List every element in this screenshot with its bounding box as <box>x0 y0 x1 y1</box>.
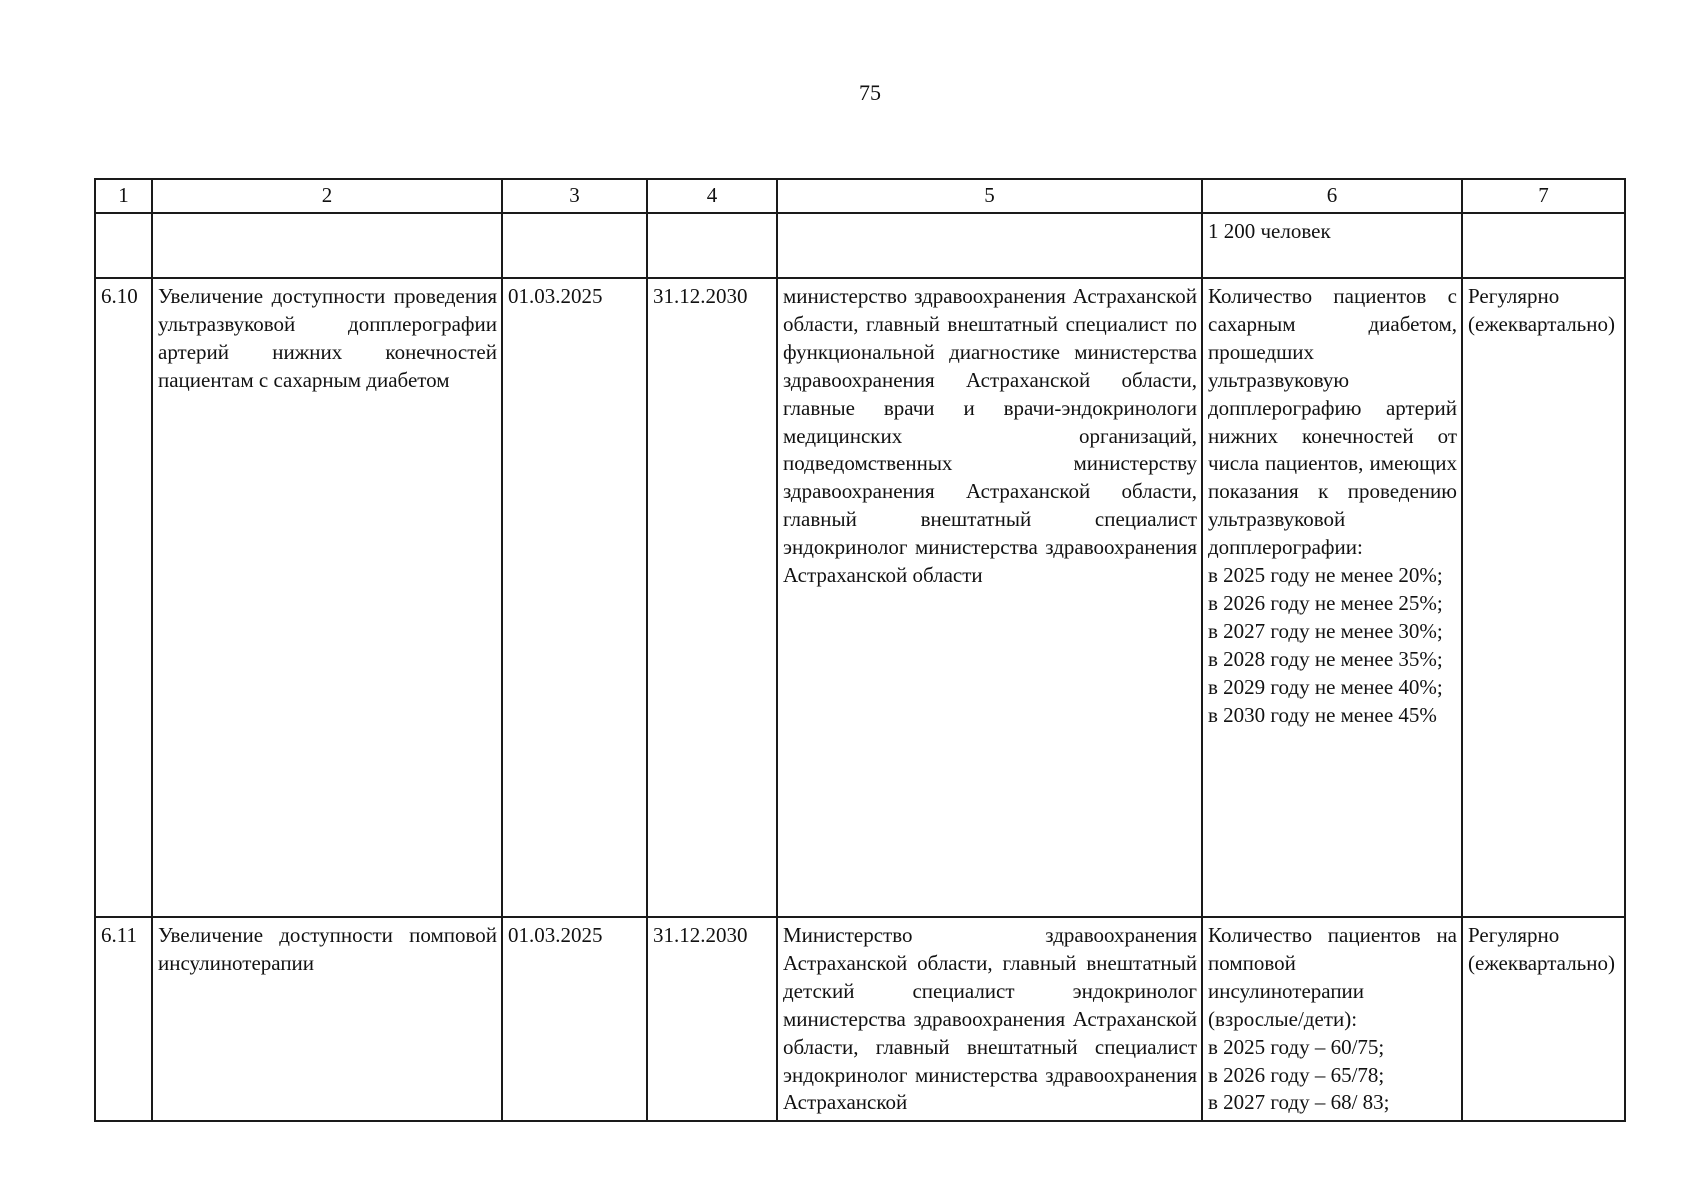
table-row-6-11 <box>95 917 1625 1121</box>
cont-cell-3 <box>502 213 647 278</box>
indicator-cell <box>1202 278 1462 917</box>
cont-cell-1 <box>95 213 152 278</box>
measures-table <box>94 178 1626 1122</box>
indicator-item: в 2025 году не менее 20%; <box>1208 563 1443 588</box>
indicator-item: в 2029 году не менее 40%; <box>1208 674 1443 699</box>
end-date: 31.12.2030 <box>647 917 777 1121</box>
row-number: 6.10 <box>95 278 152 917</box>
header-col-6: 6 <box>1202 179 1462 213</box>
header-col-4: 4 <box>647 179 777 213</box>
indicator-item: в 2026 году не менее 25%; <box>1208 591 1443 616</box>
indicator-intro: Количество пациентов на помповой инсулинотерапии (взрослые/дети): <box>1208 922 1457 1031</box>
header-col-2: 2 <box>152 179 502 213</box>
indicator-item: в 2028 году не менее 35%; <box>1208 646 1443 671</box>
header-col-7: 7 <box>1462 179 1625 213</box>
responsible-cell: министерство здравоохранения Астраханской области, главный внештатный специалист по функциональной диагностике министерства здравоохранения Астраханской области, главные врачи и врачи-эндокринологи медицинских организаций, подведомственных министерству здравоохранения Астраханской области, главный внештатный специалист эндокринолог министерства здравоохранения Астраханской области <box>777 278 1202 917</box>
start-date: 01.03.2025 <box>502 278 647 917</box>
indicator-item: в 2027 году – 68/ 83; <box>1208 1090 1390 1115</box>
cont-cell-5 <box>777 213 1202 278</box>
table-row-6-10 <box>95 278 1625 917</box>
measure-title: Увеличение доступности помповой инсулинотерапии <box>152 917 502 1121</box>
indicator-intro: Количество пациентов с сахарным диабетом, прошедших ультразвуковую допплерографию артерий нижних конечностей от числа пациентов, имеющих показания к проведению ультразвуковой допплерографии: <box>1208 283 1457 560</box>
indicator-item: в 2030 году не менее 45% <box>1208 702 1437 727</box>
cont-cell-4 <box>647 213 777 278</box>
cont-cell-2 <box>152 213 502 278</box>
header-col-5: 5 <box>777 179 1202 213</box>
responsible-cell: Министерство здравоохранения Астраханской области, главный внештатный детский специалист эндокринолог министерства здравоохранения Астраханской области, главный внештатный специалист эндокринолог министерства здравоохранения Астраханской <box>777 917 1202 1121</box>
periodicity: Регулярно (ежеквартально) <box>1462 278 1625 917</box>
header-col-1: 1 <box>95 179 152 213</box>
cont-cell-6: 1 200 человек <box>1202 213 1462 278</box>
indicator-item: в 2026 году – 65/78; <box>1208 1062 1385 1087</box>
header-row <box>95 179 1625 213</box>
continuation-row <box>95 213 1625 278</box>
indicator-item: в 2027 году не менее 30%; <box>1208 618 1443 643</box>
indicator-item: в 2025 году – 60/75; <box>1208 1034 1385 1059</box>
indicator-cell <box>1202 917 1462 1121</box>
start-date: 01.03.2025 <box>502 917 647 1121</box>
page-number: 75 <box>859 80 881 105</box>
cont-cell-7 <box>1462 213 1625 278</box>
row-number: 6.11 <box>95 917 152 1121</box>
measure-title: Увеличение доступности проведения ультразвуковой допплерографии артерий нижних конечностей пациентам с сахарным диабетом <box>152 278 502 917</box>
header-col-3: 3 <box>502 179 647 213</box>
end-date: 31.12.2030 <box>647 278 777 917</box>
periodicity: Регулярно (ежеквартально) <box>1462 917 1625 1121</box>
